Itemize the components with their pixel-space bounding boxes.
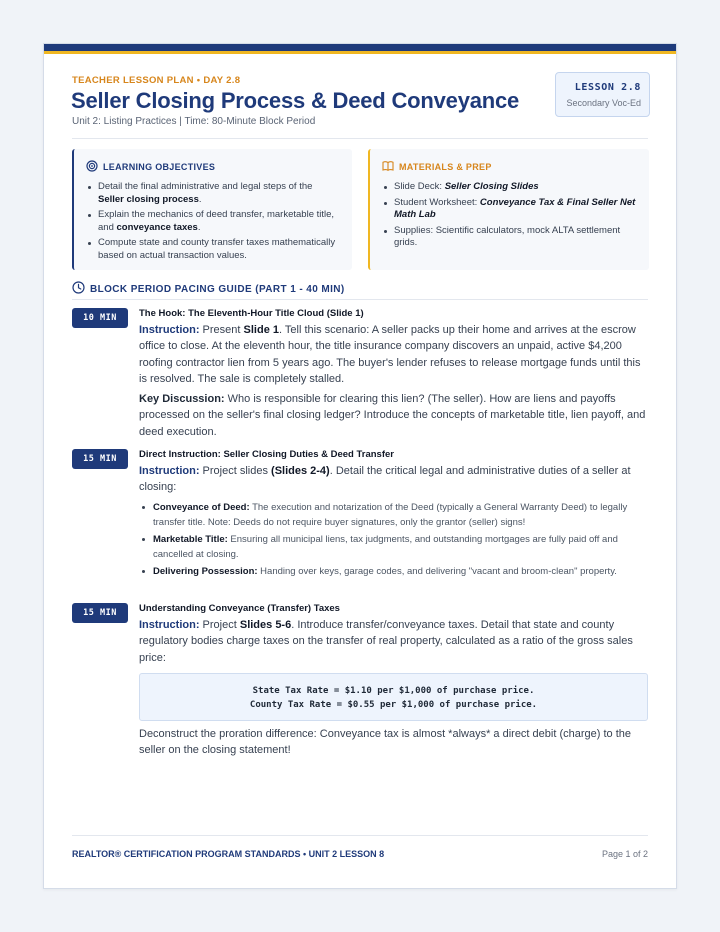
top-gold-bar	[44, 51, 676, 54]
footer-standards: REALTOR® CERTIFICATION PROGRAM STANDARDS • UNIT 2 LESSON 8	[72, 849, 385, 859]
lesson-plan-page	[43, 43, 677, 889]
objectives-heading: LEARNING OBJECTIVES	[86, 160, 340, 174]
page-number: Page 1 of 2	[601, 849, 648, 859]
divider	[72, 299, 648, 300]
list-item: Compute state and county transfer taxes mathematically based on actual transaction values.	[86, 237, 340, 262]
pacing-heading: BLOCK PERIOD PACING GUIDE (PART 1 - 40 MIN)	[72, 281, 345, 297]
page-subtitle: Unit 2: Listing Practices | Time: 80-Minute Block Period	[72, 116, 316, 127]
materials-list	[382, 181, 637, 250]
divider	[72, 138, 648, 139]
block-body	[139, 603, 648, 758]
list-item: Detail the final administrative and legal steps of the Seller closing process.	[86, 181, 340, 206]
objectives-list	[86, 181, 340, 262]
block-body	[139, 449, 648, 581]
block-title: Direct Instruction: Seller Closing Duties & Deed Transfer	[139, 449, 394, 460]
list-item: Explain the mechanics of deed transfer, marketable title, and conveyance taxes.	[86, 209, 340, 234]
footer-divider	[72, 835, 648, 836]
target-icon	[86, 160, 98, 174]
tax-rate-formula	[139, 673, 648, 721]
time-badge: 15 MIN	[72, 449, 128, 469]
eyebrow-label: TEACHER LESSON PLAN • DAY 2.8	[72, 75, 241, 86]
list-item: Marketable Title: Ensuring all municipal liens, tax judgments, and outstanding mortgages are fully paid off and cancelled at closing.	[139, 532, 648, 562]
time-badge: 15 MIN	[72, 603, 128, 623]
top-accent-bar	[44, 44, 676, 51]
block-title: Understanding Conveyance (Transfer) Taxes	[139, 603, 340, 614]
instruction-text: Instruction: Project Slides 5-6. Introduce transfer/conveyance taxes. Detail that state and county regulatory bodies charge taxes on the transfer of real property, calculated as a ratio of the gross sales price:	[139, 619, 633, 664]
time-badge: 10 MIN	[72, 308, 128, 328]
lesson-badge	[555, 72, 650, 117]
lesson-code: LESSON 2.8	[574, 82, 641, 93]
list-item: Conveyance of Deed: The execution and notarization of the Deed (typically a General Warranty Deed) to legally transfer title. Note: Deeds do not require buyer signatures, only the grantor (seller) signs!	[139, 500, 648, 530]
list-item: Delivering Possession: Handing over keys, garage codes, and delivering "vacant and broom-clean" property.	[139, 564, 648, 579]
page-title: Seller Closing Process & Deed Conveyance	[71, 88, 520, 113]
instruction-text: Instruction: Project slides (Slides 2-4). Detail the critical legal and administrative duties of a seller at closing:	[139, 465, 631, 494]
block-title: The Hook: The Eleventh-Hour Title Cloud (Slide 1)	[139, 308, 364, 319]
list-item: Supplies: Scientific calculators, mock ALTA settlement grids.	[382, 225, 637, 250]
lesson-level: Secondary Voc-Ed	[566, 98, 641, 108]
closing-text: Deconstruct the proration difference: Conveyance tax is almost *always* a direct debit (charge) to the seller on the closing statement!	[139, 727, 631, 757]
list-item: Student Worksheet: Conveyance Tax & Final Seller Net Math Lab	[382, 197, 637, 222]
state-tax-rate: State Tax Rate = $1.10 per $1,000 of purchase price.	[252, 685, 535, 696]
discussion-text: Key Discussion: Who is responsible for clearing this lien? (The seller). How are liens and payoffs processed on the seller's final closing ledger? Introduce the concepts of marketable title, lien payoff, and deed execution.	[139, 393, 646, 438]
clock-icon	[72, 281, 85, 297]
objectives-card	[72, 149, 352, 270]
duties-list	[139, 500, 648, 579]
block-body	[139, 308, 648, 440]
county-tax-rate: County Tax Rate = $0.55 per $1,000 of purchase price.	[249, 700, 538, 711]
instruction-text: Instruction: Present Slide 1. Tell this scenario: A seller packs up their home and arrives at the escrow office to close. At the eleventh hour, the title insurance company discovers an unpaid, active $4,200 roofing contractor lien from 5 years ago. The buyer's lender refuses to release mortgage funds until this is resolved. The sale is completely stalled.	[139, 324, 641, 385]
materials-heading: MATERIALS & PREP	[382, 160, 637, 174]
list-item: Slide Deck: Seller Closing Slides	[382, 181, 637, 194]
materials-card	[368, 149, 649, 270]
book-icon	[382, 160, 394, 174]
